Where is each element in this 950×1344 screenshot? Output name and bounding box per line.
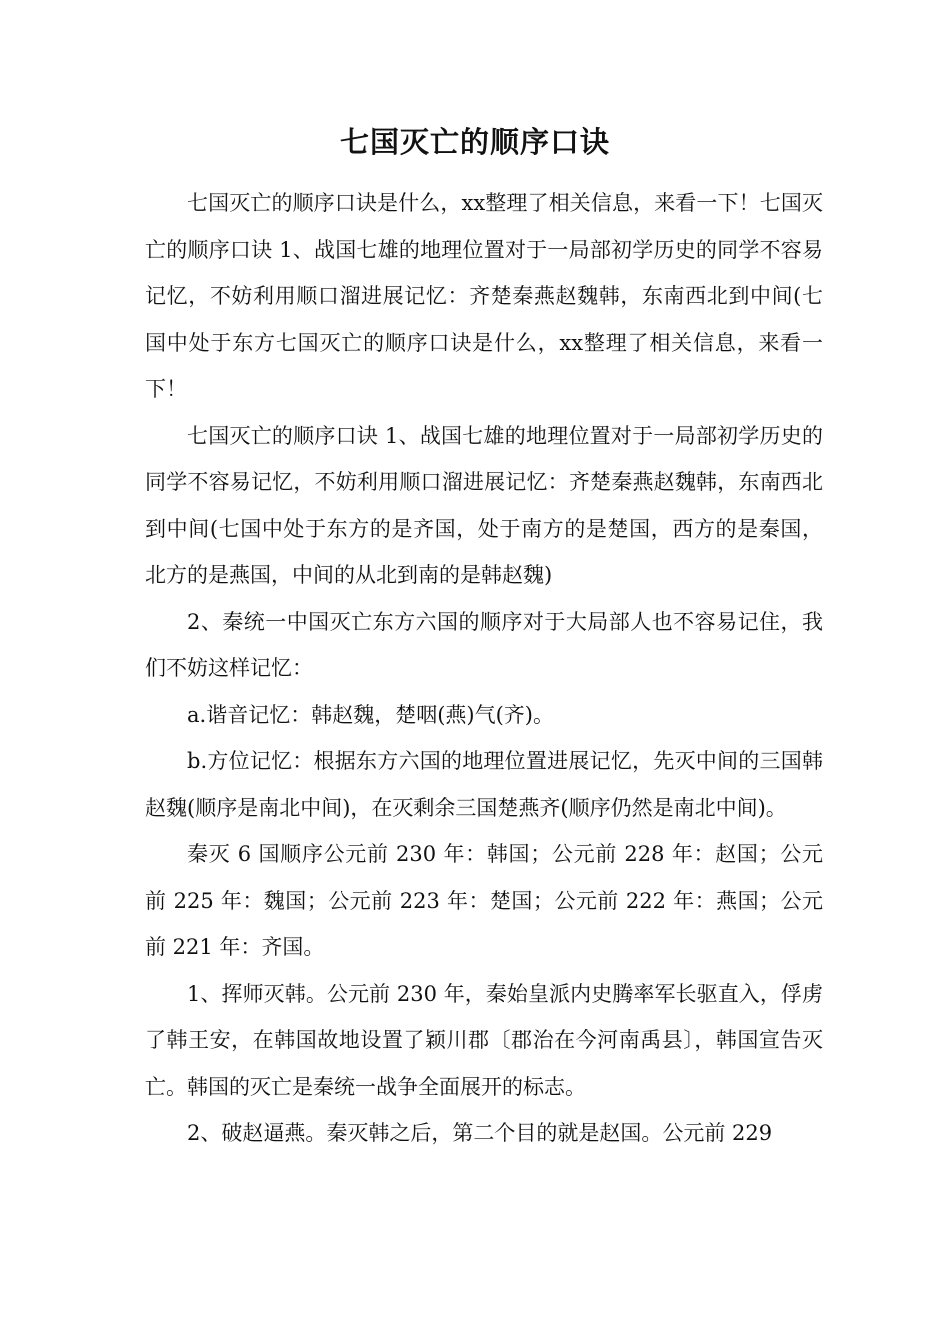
paragraph: 七国灭亡的顺序口诀是什么，xx整理了相关信息，来看一下！七国灭亡的顺序口诀 1、战国七雄的地理位置对于一局部初学历史的同学不容易记忆，不妨利用顺口溜进展记忆：齐楚秦燕赵魏韩，东南西北到中间(七国中处于东方七国灭亡的顺序口诀是什么，xx整理了相关信息，来看一下！ [145,191,823,401]
document-body [145,180,823,1157]
paragraph: 2、秦统一中国灭亡东方六国的顺序对于大局部人也不容易记住，我们不妨这样记忆： [145,609,823,680]
paragraph: b.方位记忆：根据东方六国的地理位置进展记忆，先灭中间的三国韩赵魏(顺序是南北中间)，在灭剩余三国楚燕齐(顺序仍然是南北中间)。 [145,749,823,820]
paragraph: 七国灭亡的顺序口诀 1、战国七雄的地理位置对于一局部初学历史的同学不容易记忆，不妨利用顺口溜进展记忆：齐楚秦燕赵魏韩，东南西北到中间(七国中处于东方的是齐国，处于南方的是楚国，西方的是秦国，北方的是燕国，中间的从北到南的是韩赵魏) [145,423,823,587]
document-title: 七国灭亡的顺序口诀 [339,125,610,159]
paragraph: 2、破赵逼燕。秦灭韩之后，第二个目的就是赵国。公元前 229 [187,1121,773,1145]
paragraph: 1、挥师灭韩。公元前 230 年，秦始皇派内史腾率军长驱直入，俘虏了韩王安，在韩国故地设置了颖川郡〔郡治在今河南禹县〕，韩国宣告灭亡。韩国的灭亡是秦统一战争全面展开的标志。 [145,981,823,1099]
paragraph: 秦灭 6 国顺序公元前 230 年：韩国；公元前 228 年：赵国；公元前 225 年：魏国；公元前 223 年：楚国；公元前 222 年：燕国；公元前 221 年：齐国。 [145,842,823,959]
paragraph: a.谐音记忆：韩赵魏，楚咽(燕)气(齐)。 [187,702,554,727]
